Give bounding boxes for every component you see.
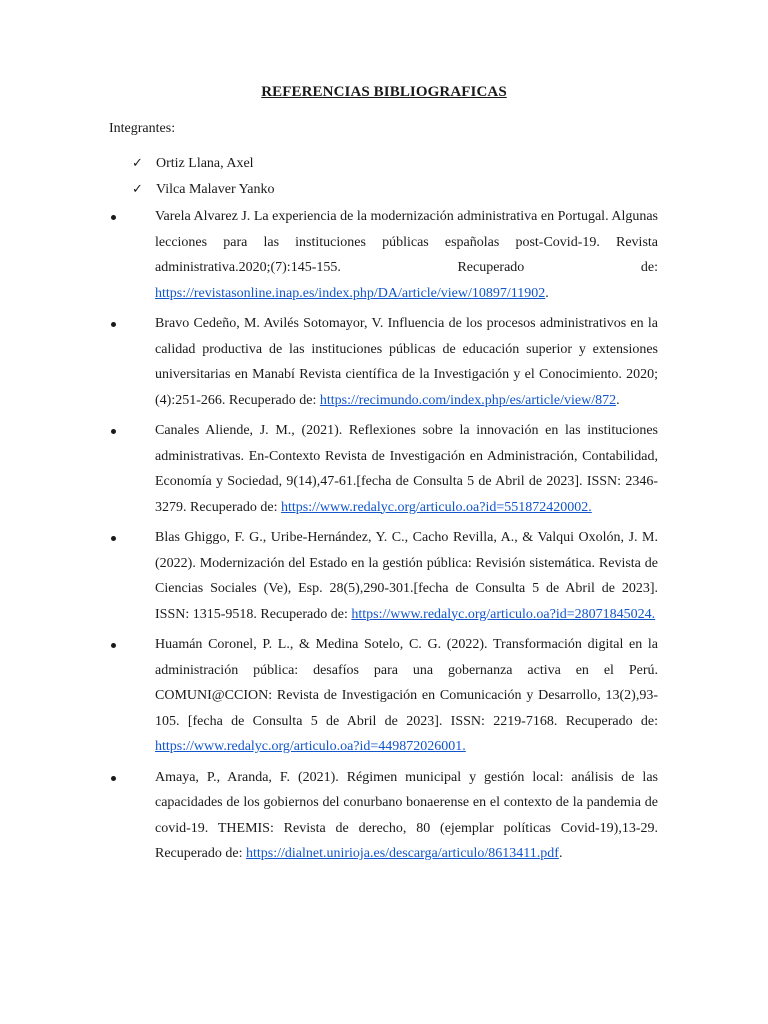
bullet-icon [111,429,116,434]
reference-tail: . [616,392,620,408]
member-name: Ortiz Llana, Axel [156,156,254,171]
member-item [132,154,275,180]
bullet-icon [111,643,116,648]
page-title: REFERENCIAS BIBLIOGRAFICAS [261,84,507,100]
checkmark-icon: ✓ [132,156,143,171]
reference-item [155,632,658,760]
reference-item [155,418,658,520]
reference-text: Canales Aliende, J. M., (2021). Reflexiones sobre la innovación en las instituciones administrativas. En-Contexto Revista de Investigación en Administración, Contabilidad, Economía y Sociedad, 9(14),47-61.[fecha de Consulta 5 de Abril de 2023]. ISSN: 2346-3279. Recuperado de: [155,423,658,515]
reference-link[interactable]: https://recimundo.com/index.php/es/article/view/872 [319,392,617,408]
reference-link[interactable]: https://revistasonline.inap.es/index.php/DA/article/view/10897/11902 [155,285,546,301]
bullet-icon [111,776,116,781]
bullet-icon [111,536,116,541]
reference-text: Bravo Cedeño, M. Avilés Sotomayor, V. Influencia de los procesos administrativos en la calidad productiva de las instituciones públicas de educación superior y extensiones universitarias en Manabí Revista científica de la Investigación y el Conocimiento. 2020;(4):251-266. Recuperado de: [155,316,658,408]
reference-item [155,311,658,413]
references-list [0,204,768,872]
reference-text: Huamán Coronel, P. L., & Medina Sotelo, C. G. (2022). Transformación digital en la administración pública: desafíos para una gobernanza activa en el Perú. COMUNI@CCION: Revista de Investigación en Comunicación y Desarrollo, 13(2),93-105. [fecha de Consulta 5 de Abril de 2023]. ISSN: 2219-7168. Recuperado de: [155,637,658,729]
reference-item [155,525,658,627]
member-item [132,180,275,206]
bullet-icon [111,215,116,220]
checkmark-icon: ✓ [132,181,143,197]
reference-link[interactable]: https://dialnet.unirioja.es/descarga/articulo/8613411.pdf [245,846,559,861]
bullet-icon [111,322,116,327]
reference-text: Amaya, P., Aranda, F. (2021). Régimen municipal y gestión local: análisis de las capacidades de los gobiernos del conurbano bonaerense en el contexto de la pandemia de covid-19. THEMIS: Revista de derecho, 80 (ejemplar políticas Covid-19),13-29. Recuperado de: [155,769,658,861]
members-list [132,154,275,205]
reference-tail: . [545,285,549,301]
reference-text: Blas Ghiggo, F. G., Uribe-Hernández, Y. C., Cacho Revilla, A., & Valqui Oxolón, J. M. (2022). Modernización del Estado en la gestión pública: Revisión sistemática. Revista de Ciencias Sociales (Ve), Esp. 28(5),290-301.[fecha de Consulta 5 de Abril de 2023]. ISSN: 1315-9518. Recuperado de: [155,530,658,622]
reference-link[interactable]: https://www.redalyc.org/articulo.oa?id=28071845024. [351,606,656,622]
reference-tail: . [558,846,563,861]
reference-text: Varela Alvarez J. La experiencia de la modernización administrativa en Portugal. Algunas lecciones para las instituciones públicas españolas post-Covid-19. Revista administrativa.2020;(7):145-155. Recuperado de: [155,209,658,275]
reference-item [155,204,658,306]
reference-item [155,765,658,867]
member-name: Vilca Malaver Yanko [156,181,275,197]
members-label: Integrantes: [109,121,176,136]
reference-link[interactable]: https://www.redalyc.org/articulo.oa?id=551872420002. [280,499,592,515]
reference-link[interactable]: https://www.redalyc.org/articulo.oa?id=449872026001. [155,739,466,754]
